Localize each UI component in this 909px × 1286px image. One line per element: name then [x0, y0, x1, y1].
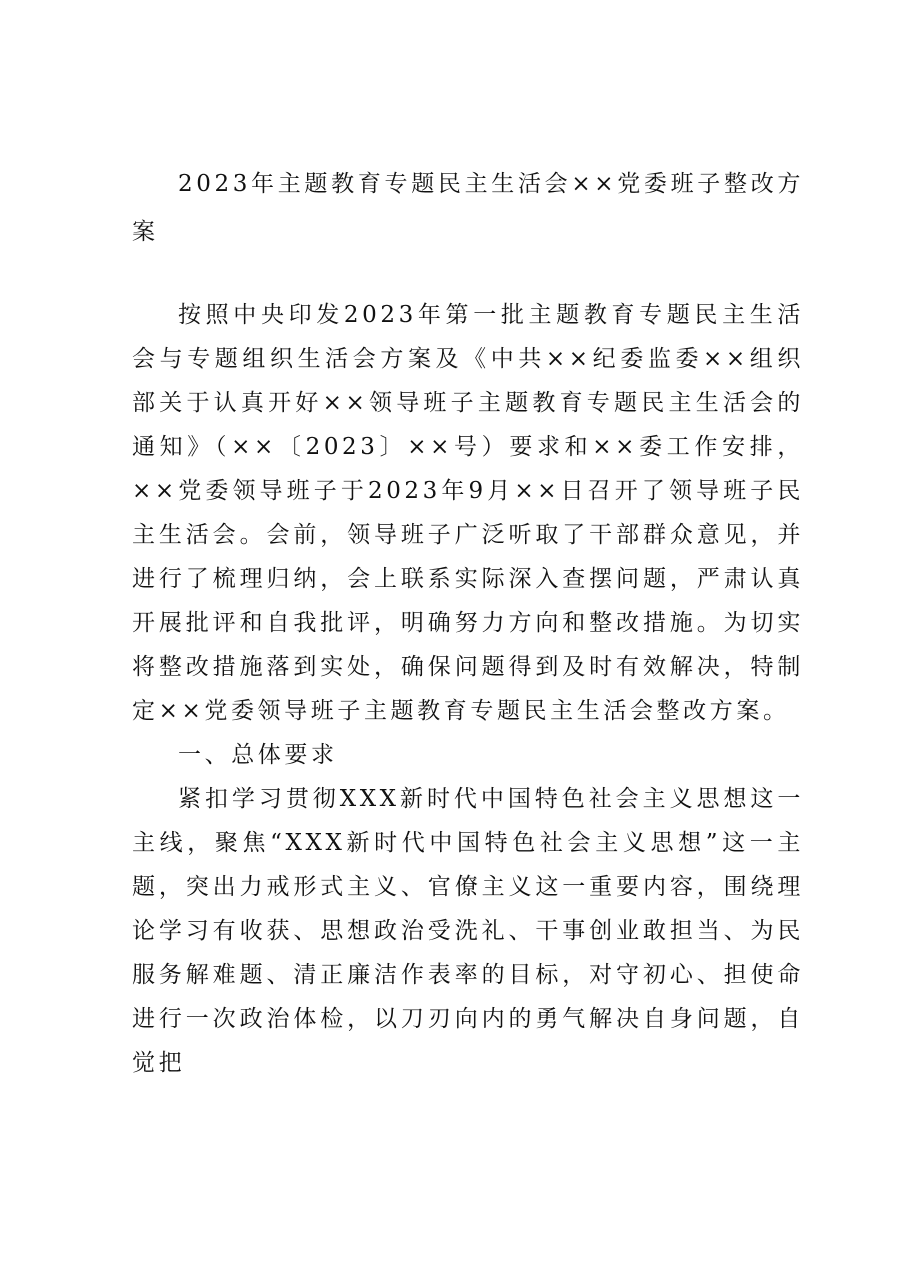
document-body [132, 152, 804, 1085]
section-paragraph: 紧扣学习贯彻XXX新时代中国特色社会主义思想这一主线，聚焦“XXX新时代中国特色社会主义思想”这一主题，突出力戒形式主义、官僚主义这一重要内容，围绕理论学习有收获、思想政治受洗礼、干事创业敢担当、为民服务解难题、清正廉洁作表率的目标，对守初心、担使命进行一次政治体检，以刀刃向内的勇气解决自身问题，自觉把 [132, 786, 804, 1076]
document-title: 2023年主题教育专题民主生活会××党委班子整改方案 [132, 171, 804, 245]
section-heading: 一、总体要求 [178, 742, 338, 768]
intro-paragraph: 按照中央印发2023年第一批主题教育专题民主生活会与专题组织生活会方案及《中共××纪委监委××组织部关于认真开好××领导班子主题教育专题民主生活会的通知》（××〔2023〕××号）要求和××委工作安排，××党委领导班子于2023年9月××日召开了领导班子民主生活会。会前，领导班子广泛听取了干部群众意见，并进行了梳理归纳，会上联系实际深入查摆问题，严肃认真开展批评和自我批评，明确努力方向和整改措施。为切实将整改措施落到实处，确保问题得到及时有效解决，特制定××党委领导班子主题教育专题民主生活会整改方案。 [132, 302, 804, 724]
title-spacer [132, 256, 804, 293]
